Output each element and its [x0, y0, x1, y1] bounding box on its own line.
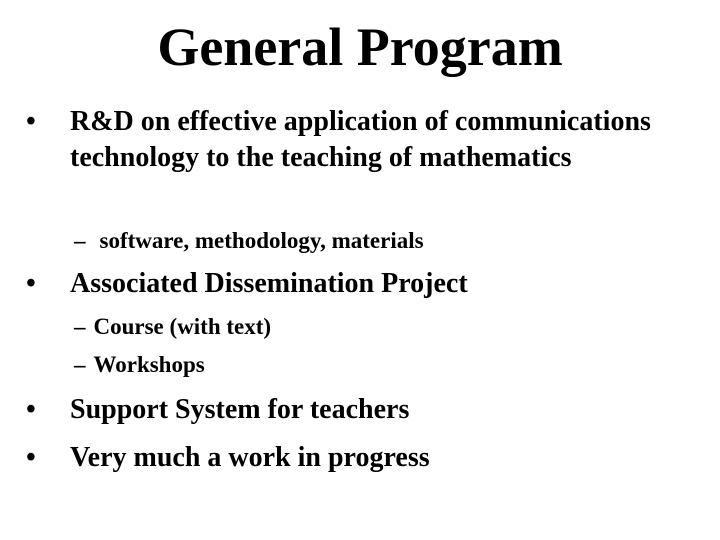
bullet-item [26, 392, 686, 428]
bullet-text: Associated Dissemination Project [70, 268, 468, 299]
bullet-dot: • [26, 106, 36, 137]
sub-bullet-text: Course (with text) [93, 314, 272, 339]
sub-bullet-item [74, 350, 674, 380]
slide-title: General Program [157, 17, 563, 77]
bullet-text: Very much a work in progress [70, 442, 430, 473]
bullet-text: R&D on effective application of communications technology to the teaching of mathematics [70, 106, 651, 173]
bullet-item [26, 440, 686, 476]
sub-bullet-dash: – [74, 352, 86, 377]
sub-bullet-item [74, 312, 674, 342]
bullet-dot: • [26, 394, 36, 425]
sub-bullet-dash: – [74, 314, 86, 339]
bullet-text: Support System for teachers [70, 394, 410, 425]
sub-bullet-text: software, methodology, materials [99, 228, 424, 253]
sub-bullet-item [74, 226, 674, 256]
sub-bullet-text: Workshops [93, 352, 205, 377]
bullet-item [26, 266, 686, 302]
bullet-dot: • [26, 268, 36, 299]
sub-bullet-dash: – [74, 228, 86, 253]
bullet-dot: • [26, 442, 36, 473]
bullet-item [26, 104, 686, 176]
